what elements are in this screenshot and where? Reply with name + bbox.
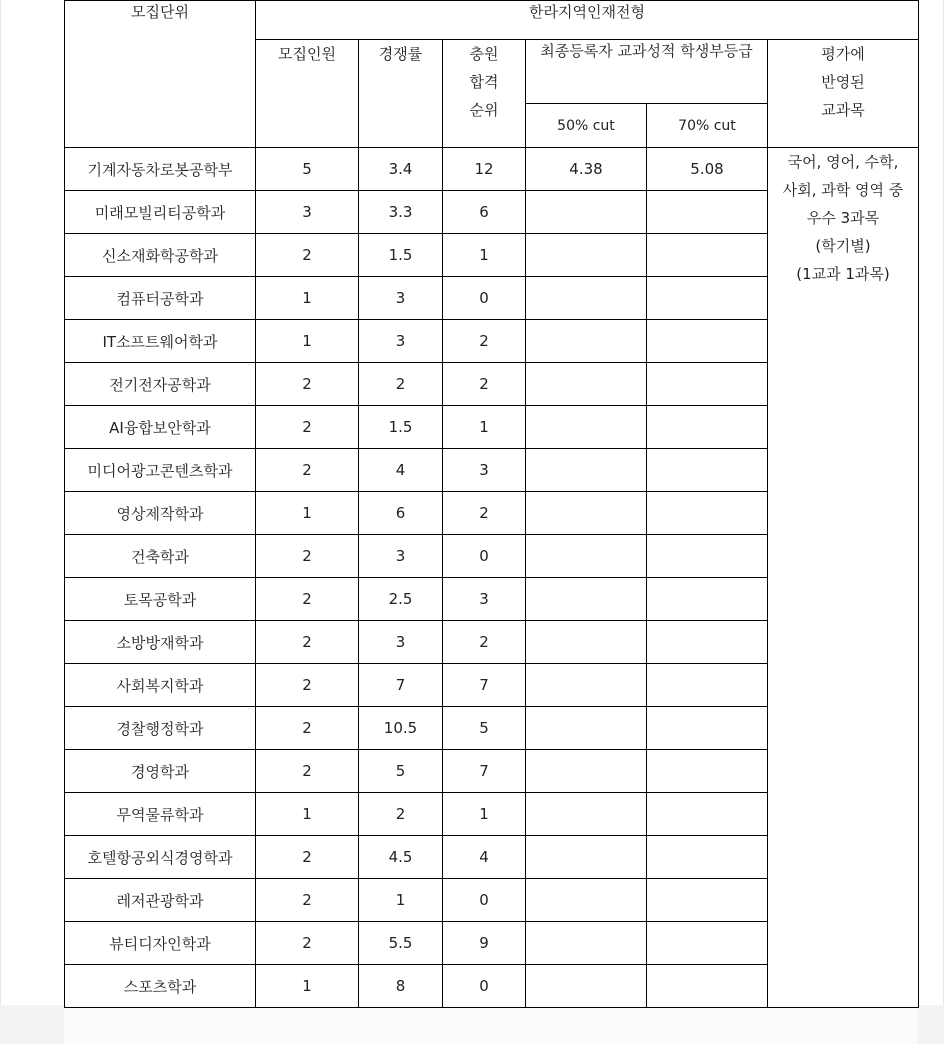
cut50-cell xyxy=(526,277,647,320)
unit-cell: 뷰티디자인학과 xyxy=(65,922,256,965)
cut50-cell xyxy=(526,234,647,277)
quota-cell: 2 xyxy=(256,578,359,621)
ratio-cell: 5.5 xyxy=(359,922,443,965)
cut50-cell xyxy=(526,750,647,793)
cut70-cell xyxy=(647,836,768,879)
cut50-cell xyxy=(526,191,647,234)
cut50-cell xyxy=(526,621,647,664)
cut70-header: 70% cut xyxy=(647,104,768,148)
unit-cell: 건축학과 xyxy=(65,535,256,578)
rank-cell: 0 xyxy=(443,277,526,320)
unit-cell: 전기전자공학과 xyxy=(65,363,256,406)
unit-cell: 미디어광고콘텐츠학과 xyxy=(65,449,256,492)
cut70-cell xyxy=(647,707,768,750)
cut50-cell xyxy=(526,363,647,406)
unit-cell: 무역물류학과 xyxy=(65,793,256,836)
ratio-cell: 10.5 xyxy=(359,707,443,750)
cut50-cell xyxy=(526,664,647,707)
ratio-cell: 2 xyxy=(359,793,443,836)
ratio-cell: 1 xyxy=(359,879,443,922)
page-bottom-band xyxy=(0,1005,944,1044)
subjects-note-line: 우수 3과목 xyxy=(806,209,880,227)
rank-cell: 0 xyxy=(443,965,526,1008)
subjects-note-line: 사회, 과학 영역 중 xyxy=(782,181,904,199)
quota-cell: 5 xyxy=(256,148,359,191)
ratio-cell: 1.5 xyxy=(359,406,443,449)
cut70-cell xyxy=(647,320,768,363)
quota-cell: 2 xyxy=(256,922,359,965)
rank-cell: 1 xyxy=(443,793,526,836)
cut70-cell xyxy=(647,234,768,277)
cut70-cell xyxy=(647,449,768,492)
cut70-cell xyxy=(647,879,768,922)
rank-cell: 4 xyxy=(443,836,526,879)
quota-cell: 2 xyxy=(256,234,359,277)
cut50-cell xyxy=(526,578,647,621)
unit-cell: 컴퓨터공학과 xyxy=(65,277,256,320)
subjects-note-cell xyxy=(768,148,919,1008)
rank-cell: 0 xyxy=(443,535,526,578)
ratio-cell: 3.4 xyxy=(359,148,443,191)
quota-cell: 2 xyxy=(256,750,359,793)
quota-cell: 2 xyxy=(256,707,359,750)
subjects-header xyxy=(768,40,919,148)
rank-cell: 7 xyxy=(443,750,526,793)
ratio-cell: 7 xyxy=(359,664,443,707)
quota-cell: 3 xyxy=(256,191,359,234)
unit-cell: 미래모빌리티공학과 xyxy=(65,191,256,234)
subjects-header-line: 반영된 xyxy=(821,73,865,91)
ratio-cell: 3 xyxy=(359,320,443,363)
quota-cell: 2 xyxy=(256,535,359,578)
quota-cell: 1 xyxy=(256,320,359,363)
unit-cell: 스포츠학과 xyxy=(65,965,256,1008)
cut50-header: 50% cut xyxy=(526,104,647,148)
cut50-cell xyxy=(526,965,647,1008)
rank-cell: 1 xyxy=(443,406,526,449)
rank-cell: 2 xyxy=(443,492,526,535)
cut50-cell xyxy=(526,879,647,922)
quota-cell: 2 xyxy=(256,449,359,492)
quota-cell: 1 xyxy=(256,965,359,1008)
unit-cell: 기계자동차로봇공학부 xyxy=(65,148,256,191)
rank-cell: 1 xyxy=(443,234,526,277)
subjects-note-line: (1교과 1과목) xyxy=(796,265,890,283)
ratio-cell: 5 xyxy=(359,750,443,793)
rank-cell: 7 xyxy=(443,664,526,707)
unit-cell: 경영학과 xyxy=(65,750,256,793)
cut70-cell xyxy=(647,277,768,320)
subjects-note-line: (학기별) xyxy=(815,237,871,255)
rank-cell: 3 xyxy=(443,449,526,492)
ratio-cell: 2.5 xyxy=(359,578,443,621)
extra-rank-header xyxy=(443,40,526,148)
cut70-cell xyxy=(647,578,768,621)
table-row xyxy=(65,148,919,191)
unit-cell: IT소프트웨어학과 xyxy=(65,320,256,363)
ratio-cell: 3 xyxy=(359,621,443,664)
quota-cell: 1 xyxy=(256,793,359,836)
quota-cell: 2 xyxy=(256,836,359,879)
cut50-cell xyxy=(526,836,647,879)
extra-rank-header-line: 충원 xyxy=(469,45,499,63)
unit-cell: 호텔항공외식경영학과 xyxy=(65,836,256,879)
rank-cell: 6 xyxy=(443,191,526,234)
ratio-cell: 1.5 xyxy=(359,234,443,277)
ratio-cell: 8 xyxy=(359,965,443,1008)
cut50-cell xyxy=(526,492,647,535)
rank-cell: 9 xyxy=(443,922,526,965)
unit-cell: 레저관광학과 xyxy=(65,879,256,922)
subjects-header-line: 평가에 xyxy=(821,45,865,63)
cut50-cell xyxy=(526,535,647,578)
ratio-cell: 4.5 xyxy=(359,836,443,879)
rank-cell: 2 xyxy=(443,621,526,664)
cut70-cell xyxy=(647,492,768,535)
unit-cell: 신소재화학공학과 xyxy=(65,234,256,277)
quota-cell: 2 xyxy=(256,621,359,664)
rank-cell: 12 xyxy=(443,148,526,191)
grade-group-header: 최종등록자 교과성적 학생부등급 xyxy=(526,40,768,104)
quota-cell: 1 xyxy=(256,492,359,535)
cut50-cell xyxy=(526,320,647,363)
rank-cell: 2 xyxy=(443,320,526,363)
ratio-cell: 4 xyxy=(359,449,443,492)
cut70-cell xyxy=(647,535,768,578)
quota-cell: 1 xyxy=(256,277,359,320)
admission-results-table xyxy=(64,0,919,1008)
cut70-cell xyxy=(647,406,768,449)
admission-type-header: 한라지역인재전형 xyxy=(256,1,919,40)
quota-header: 모집인원 xyxy=(256,40,359,148)
ratio-cell: 2 xyxy=(359,363,443,406)
unit-cell: 소방방재학과 xyxy=(65,621,256,664)
cut70-cell xyxy=(647,664,768,707)
extra-rank-header-line: 순위 xyxy=(469,101,499,119)
rank-cell: 2 xyxy=(443,363,526,406)
cut70-cell xyxy=(647,191,768,234)
rank-cell: 3 xyxy=(443,578,526,621)
ratio-header: 경쟁률 xyxy=(359,40,443,148)
cut50-cell xyxy=(526,793,647,836)
rank-cell: 5 xyxy=(443,707,526,750)
cut70-cell xyxy=(647,965,768,1008)
cut70-cell: 5.08 xyxy=(647,148,768,191)
cut50-cell xyxy=(526,406,647,449)
rank-cell: 0 xyxy=(443,879,526,922)
cut70-cell xyxy=(647,922,768,965)
cut70-cell xyxy=(647,621,768,664)
unit-cell: 사회복지학과 xyxy=(65,664,256,707)
unit-cell: AI융합보안학과 xyxy=(65,406,256,449)
quota-cell: 2 xyxy=(256,363,359,406)
quota-cell: 2 xyxy=(256,664,359,707)
ratio-cell: 6 xyxy=(359,492,443,535)
unit-cell: 토목공학과 xyxy=(65,578,256,621)
cut70-cell xyxy=(647,363,768,406)
subjects-note-line: 국어, 영어, 수학, xyxy=(787,153,899,171)
ratio-cell: 3 xyxy=(359,535,443,578)
ratio-cell: 3.3 xyxy=(359,191,443,234)
quota-cell: 2 xyxy=(256,879,359,922)
unit-cell: 영상제작학과 xyxy=(65,492,256,535)
quota-cell: 2 xyxy=(256,406,359,449)
header-row-1 xyxy=(65,1,919,40)
cut50-cell xyxy=(526,449,647,492)
cut70-cell xyxy=(647,793,768,836)
extra-rank-header-line: 합격 xyxy=(469,73,499,91)
cut50-cell xyxy=(526,707,647,750)
ratio-cell: 3 xyxy=(359,277,443,320)
cut70-cell xyxy=(647,750,768,793)
cut50-cell xyxy=(526,922,647,965)
unit-cell: 경찰행정학과 xyxy=(65,707,256,750)
subjects-header-line: 교과목 xyxy=(821,101,865,119)
unit-header: 모집단위 xyxy=(65,1,256,148)
page-edge-left xyxy=(0,0,1,1044)
cut50-cell: 4.38 xyxy=(526,148,647,191)
